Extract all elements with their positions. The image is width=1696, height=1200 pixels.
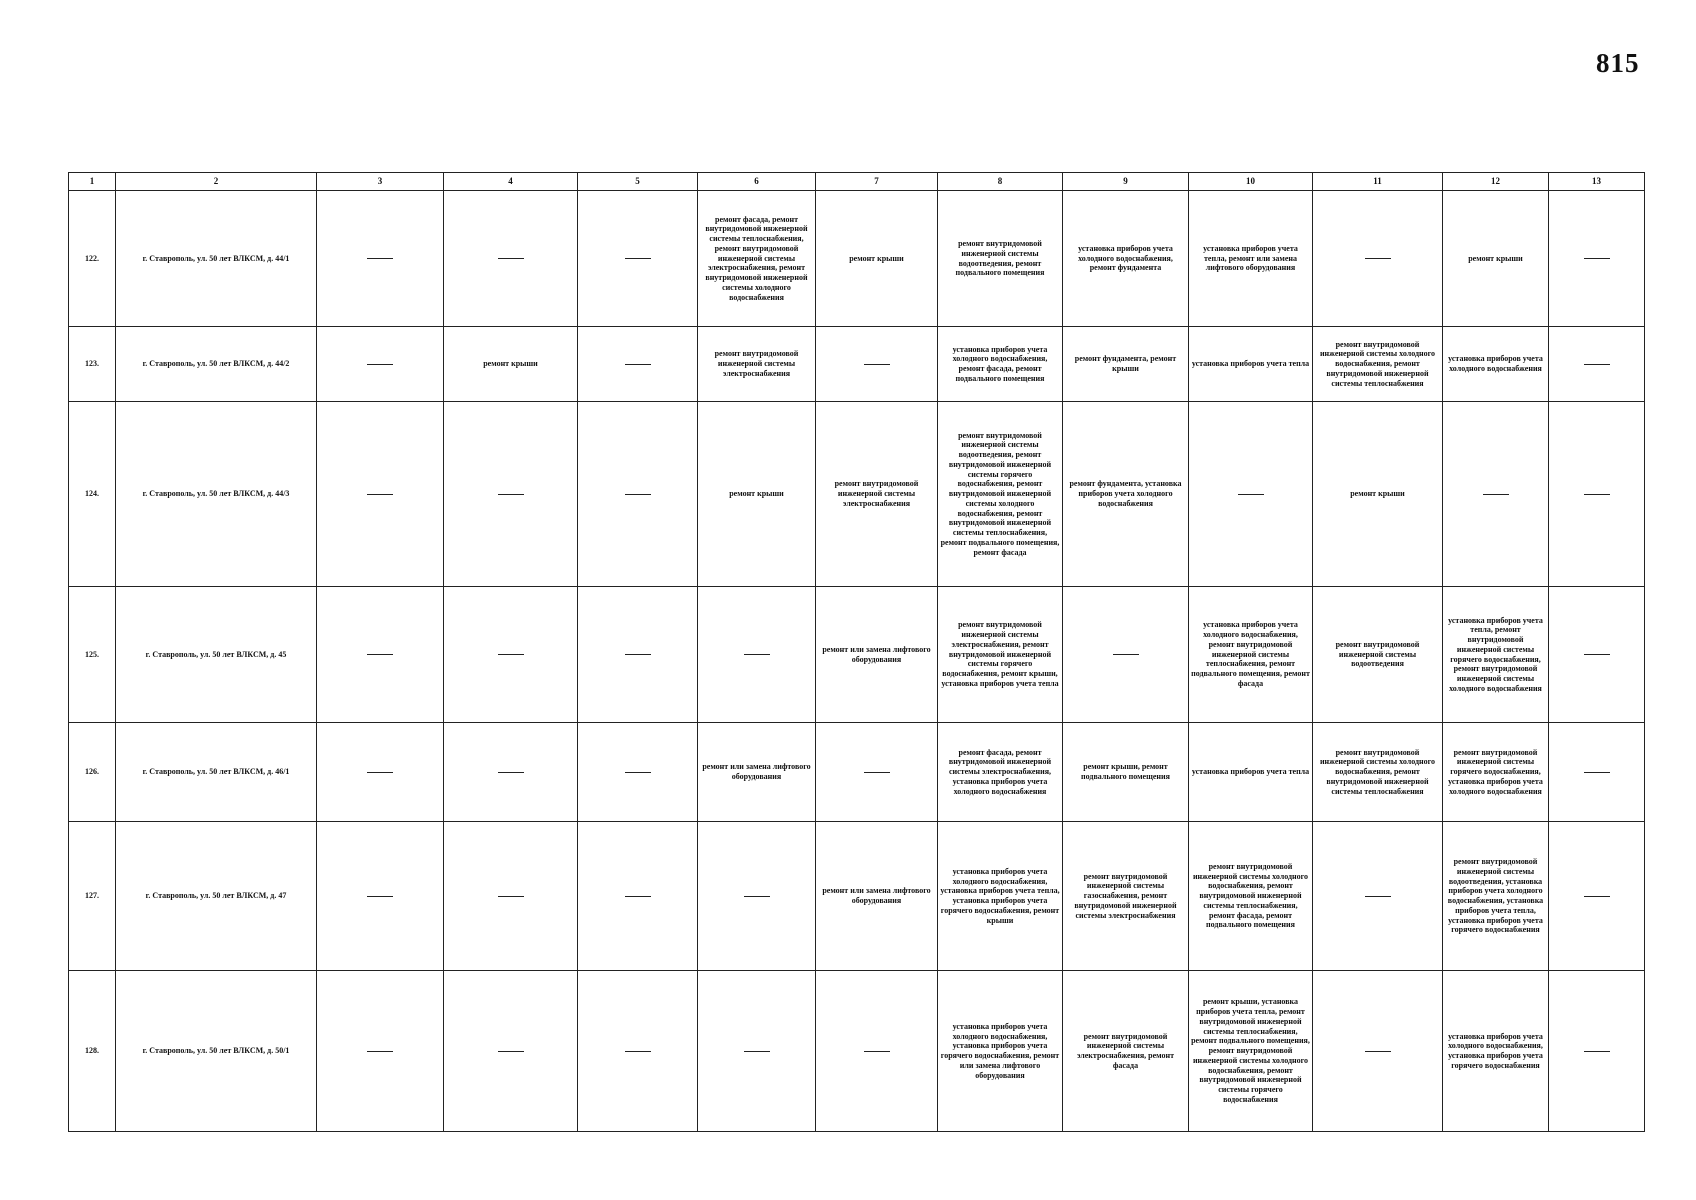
- empty-dash: [367, 364, 393, 365]
- table-cell: [816, 402, 938, 587]
- empty-dash: [625, 654, 651, 655]
- table-cell: [1189, 327, 1313, 402]
- table-cell: [444, 971, 578, 1132]
- table-cell: [317, 327, 444, 402]
- table-row: [69, 191, 1645, 327]
- column-header: 8: [938, 173, 1063, 191]
- table-cell: [816, 191, 938, 327]
- empty-dash: [367, 896, 393, 897]
- works-table: [68, 172, 1645, 1132]
- table-cell: [1189, 402, 1313, 587]
- table-cell: [1549, 327, 1645, 402]
- table-cell: [578, 971, 698, 1132]
- cell-text: ремонт фасада, ремонт внутридомовой инженерной системы электроснабжения, установка приборов учета холодного водоснабжения: [948, 747, 1052, 796]
- empty-dash: [625, 364, 651, 365]
- table-row: [69, 402, 1645, 587]
- table-header: [69, 173, 1645, 191]
- table-cell: [1549, 723, 1645, 822]
- table-cell: [1549, 402, 1645, 587]
- address-cell: [116, 402, 317, 587]
- cell-text: ремонт или замена лифтового оборудования: [822, 886, 931, 905]
- address-cell: [116, 191, 317, 327]
- table-cell: [317, 723, 444, 822]
- table-row: [69, 822, 1645, 971]
- empty-dash: [1584, 1051, 1610, 1052]
- empty-dash: [744, 896, 770, 897]
- empty-dash: [625, 896, 651, 897]
- table-cell: [1313, 822, 1443, 971]
- empty-dash: [1113, 654, 1139, 655]
- column-header: 4: [444, 173, 578, 191]
- table-cell: [578, 822, 698, 971]
- table-cell: [317, 822, 444, 971]
- table-row: [69, 971, 1645, 1132]
- table-cell: [698, 402, 816, 587]
- cell-text: установка приборов учета холодного водоснабжения, установка приборов учета горячего водоснабжения: [1448, 1031, 1543, 1070]
- cell-text: ремонт или замена лифтового оборудования: [702, 762, 811, 781]
- empty-dash: [744, 1051, 770, 1052]
- cell-text: ремонт внутридомовой инженерной системы водоотведения: [1335, 639, 1420, 669]
- table-cell: [1063, 822, 1189, 971]
- table-cell: [816, 327, 938, 402]
- empty-dash: [1584, 494, 1610, 495]
- column-header: 13: [1549, 173, 1645, 191]
- column-header: 5: [578, 173, 698, 191]
- empty-dash: [367, 494, 393, 495]
- empty-dash: [367, 258, 393, 259]
- table-cell: [1313, 327, 1443, 402]
- table-cell: [317, 402, 444, 587]
- cell-text: установка приборов учета холодного водоснабжения, установка приборов учета тепла, установка приборов учета горячего водоснабжения, ремонт крыши: [940, 866, 1060, 925]
- table-cell: [938, 402, 1063, 587]
- column-header: 11: [1313, 173, 1443, 191]
- column-header: 2: [116, 173, 317, 191]
- cell-text: 123.: [85, 359, 99, 369]
- table-cell: [1189, 191, 1313, 327]
- cell-text: ремонт крыши, ремонт подвального помещения: [1081, 762, 1170, 781]
- cell-text: г. Ставрополь, ул. 50 лет ВЛКСМ, д. 44/2: [142, 359, 290, 369]
- column-header: 3: [317, 173, 444, 191]
- empty-dash: [1365, 1051, 1391, 1052]
- cell-text: ремонт крыши: [849, 253, 904, 263]
- cell-text: г. Ставрополь, ул. 50 лет ВЛКСМ, д. 47: [145, 891, 287, 901]
- table-cell: [1189, 723, 1313, 822]
- empty-dash: [625, 1051, 651, 1052]
- header-row: [69, 173, 1645, 191]
- cell-text: 128.: [85, 1046, 99, 1056]
- empty-dash: [498, 494, 524, 495]
- cell-text: ремонт внутридомовой инженерной системы холодного водоснабжения, ремонт внутридомовой инженерной системы теплоснабжения: [1319, 747, 1436, 796]
- table-cell: [444, 327, 578, 402]
- row-number: [69, 327, 116, 402]
- table-cell: [1443, 587, 1549, 723]
- cell-text: ремонт внутридомовой инженерной системы холодного водоснабжения, ремонт внутридомовой инженерной системы теплоснабжения: [1319, 339, 1436, 388]
- page-number: 815: [1596, 48, 1640, 78]
- cell-text: ремонт внутридомовой инженерной системы электроснабжения: [714, 349, 799, 378]
- empty-dash: [744, 654, 770, 655]
- address-cell: [116, 723, 317, 822]
- cell-text: ремонт внутридомовой инженерной системы электроснабжения: [834, 479, 919, 508]
- table-cell: [938, 723, 1063, 822]
- table-cell: [938, 822, 1063, 971]
- cell-text: ремонт крыши: [1350, 489, 1405, 499]
- row-number: [69, 587, 116, 723]
- table-cell: [1549, 822, 1645, 971]
- table-cell: [1313, 723, 1443, 822]
- empty-dash: [367, 772, 393, 773]
- cell-text: г. Ставрополь, ул. 50 лет ВЛКСМ, д. 45: [145, 649, 287, 659]
- cell-text: ремонт внутридомовой инженерной системы газоснабжения, ремонт внутридомовой инженерной системы электроснабжения: [1074, 871, 1177, 920]
- table-cell: [317, 587, 444, 723]
- empty-dash: [498, 258, 524, 259]
- cell-text: установка приборов учета холодного водоснабжения, ремонт внутридомовой инженерной системы теплоснабжения, ремонт подвального помещения, ремонт фасада: [1191, 620, 1310, 688]
- table-cell: [578, 723, 698, 822]
- cell-text: г. Ставрополь, ул. 50 лет ВЛКСМ, д. 44/1: [142, 253, 290, 263]
- cell-text: ремонт фундамента, установка приборов учета холодного водоснабжения: [1069, 479, 1182, 508]
- table-cell: [317, 191, 444, 327]
- address-cell: [116, 822, 317, 971]
- table-cell: [1313, 587, 1443, 723]
- table-cell: [1189, 971, 1313, 1132]
- table-cell: [444, 587, 578, 723]
- cell-text: ремонт внутридомовой инженерной системы электроснабжения, ремонт фасада: [1076, 1031, 1175, 1070]
- empty-dash: [1584, 364, 1610, 365]
- table-cell: [1443, 191, 1549, 327]
- address-cell: [116, 971, 317, 1132]
- table-cell: [1313, 191, 1443, 327]
- table-cell: [1063, 191, 1189, 327]
- table-cell: [1063, 327, 1189, 402]
- column-header: 6: [698, 173, 816, 191]
- address-cell: [116, 327, 317, 402]
- cell-text: ремонт внутридомовой инженерной системы электроснабжения, ремонт внутридомовой инженерной системы горячего водоснабжения, ремонт крыши, установка приборов учета тепла: [941, 620, 1059, 688]
- table-cell: [1063, 971, 1189, 1132]
- cell-text: ремонт внутридомовой инженерной системы холодного водоснабжения, ремонт внутридомовой инженерной системы теплоснабжения, ремонт фасада, ремонт подвального помещения: [1192, 861, 1309, 930]
- empty-dash: [498, 772, 524, 773]
- cell-text: ремонт внутридомовой инженерной системы водоотведения, ремонт внутридомовой инженерной системы горячего водоснабжения, ремонт внутридомовой инженерной системы холодного водоснабжения, ремонт внутридомовой инженерной системы теплоснабжения, ремонт подвального помещения, ремонт фасада: [940, 430, 1060, 557]
- table-row: [69, 327, 1645, 402]
- cell-text: 127.: [85, 891, 99, 901]
- cell-text: ремонт крыши: [729, 489, 784, 499]
- table-cell: [1549, 587, 1645, 723]
- cell-text: ремонт внутридомовой инженерной системы горячего водоснабжения, установка приборов учета холодного водоснабжения: [1448, 747, 1543, 796]
- row-number: [69, 971, 116, 1132]
- empty-dash: [625, 772, 651, 773]
- address-cell: [116, 587, 317, 723]
- cell-text: установка приборов учета холодного водоснабжения, ремонт фасада, ремонт подвального помещения: [952, 344, 1048, 383]
- table-cell: [578, 402, 698, 587]
- table-cell: [317, 971, 444, 1132]
- cell-text: ремонт крыши, установка приборов учета тепла, ремонт внутридомовой инженерной системы теплоснабжения, ремонт подвального помещения, ремонт внутридомовой инженерной системы холодного водоснабжения, ремонт внутридомовой инженерной системы горячего водоснабжения: [1191, 997, 1310, 1104]
- cell-text: ремонт внутридомовой инженерной системы водоотведения, установка приборов учета холодного водоснабжения, установка приборов учета тепла, установка приборов учета горячего водоснабжения: [1447, 857, 1544, 935]
- table-cell: [698, 327, 816, 402]
- table-cell: [444, 723, 578, 822]
- table-cell: [1443, 723, 1549, 822]
- table-cell: [816, 723, 938, 822]
- cell-text: г. Ставрополь, ул. 50 лет ВЛКСМ, д. 46/1: [142, 767, 290, 777]
- column-header: 12: [1443, 173, 1549, 191]
- column-header: 9: [1063, 173, 1189, 191]
- empty-dash: [625, 258, 651, 259]
- cell-text: установка приборов учета холодного водоснабжения, установка приборов учета горячего водоснабжения, ремонт или замена лифтового оборудования: [940, 1021, 1060, 1080]
- cell-text: ремонт фасада, ремонт внутридомовой инженерной системы теплоснабжения, ремонт внутридомовой инженерной системы электроснабжения, ремонт внутридомовой инженерной системы холодного водоснабжения: [705, 214, 808, 302]
- table-cell: [1063, 587, 1189, 723]
- table-cell: [1549, 191, 1645, 327]
- empty-dash: [1584, 654, 1610, 655]
- empty-dash: [1584, 772, 1610, 773]
- table-cell: [578, 191, 698, 327]
- empty-dash: [367, 654, 393, 655]
- cell-text: г. Ставрополь, ул. 50 лет ВЛКСМ, д. 44/3: [142, 489, 290, 499]
- table-row: [69, 723, 1645, 822]
- column-header: 1: [69, 173, 116, 191]
- table-body: [69, 191, 1645, 1132]
- empty-dash: [367, 1051, 393, 1052]
- table-cell: [578, 327, 698, 402]
- cell-text: 126.: [85, 767, 99, 777]
- cell-text: установка приборов учета холодного водоснабжения: [1448, 354, 1543, 373]
- table-cell: [1443, 402, 1549, 587]
- table-cell: [1443, 327, 1549, 402]
- row-number: [69, 402, 116, 587]
- table-cell: [938, 971, 1063, 1132]
- cell-text: ремонт или замена лифтового оборудования: [822, 644, 931, 664]
- table-cell: [1189, 822, 1313, 971]
- table-row: [69, 587, 1645, 723]
- table-cell: [1063, 723, 1189, 822]
- table-cell: [578, 587, 698, 723]
- table-cell: [444, 822, 578, 971]
- cell-text: 124.: [85, 489, 99, 499]
- empty-dash: [498, 654, 524, 655]
- table-cell: [698, 191, 816, 327]
- table-cell: [1189, 587, 1313, 723]
- table-cell: [698, 723, 816, 822]
- empty-dash: [1483, 494, 1509, 495]
- table-cell: [1313, 402, 1443, 587]
- row-number: [69, 191, 116, 327]
- empty-dash: [864, 1051, 890, 1052]
- table-cell: [816, 587, 938, 723]
- cell-text: 122.: [85, 253, 99, 263]
- cell-text: 125.: [85, 649, 99, 659]
- cell-text: установка приборов учета тепла, ремонт или замена лифтового оборудования: [1203, 243, 1298, 273]
- table-cell: [938, 327, 1063, 402]
- cell-text: г. Ставрополь, ул. 50 лет ВЛКСМ, д. 50/1: [142, 1046, 290, 1056]
- cell-text: ремонт фундамента, ремонт крыши: [1074, 354, 1177, 373]
- empty-dash: [864, 364, 890, 365]
- cell-text: ремонт внутридомовой инженерной системы водоотведения, ремонт подвального помещения: [955, 239, 1045, 278]
- table-cell: [444, 191, 578, 327]
- row-number: [69, 723, 116, 822]
- column-header: 7: [816, 173, 938, 191]
- table-cell: [698, 971, 816, 1132]
- empty-dash: [1365, 258, 1391, 259]
- table-cell: [698, 822, 816, 971]
- table-cell: [816, 971, 938, 1132]
- cell-text: ремонт крыши: [1468, 253, 1523, 263]
- table-cell: [938, 191, 1063, 327]
- table-cell: [1313, 971, 1443, 1132]
- empty-dash: [498, 896, 524, 897]
- empty-dash: [1238, 494, 1264, 495]
- table-cell: [938, 587, 1063, 723]
- table-cell: [698, 587, 816, 723]
- table-cell: [1549, 971, 1645, 1132]
- empty-dash: [1584, 258, 1610, 259]
- column-header: 10: [1189, 173, 1313, 191]
- cell-text: установка приборов учета тепла: [1191, 359, 1310, 369]
- table-cell: [1063, 402, 1189, 587]
- table-cell: [444, 402, 578, 587]
- table-cell: [1443, 822, 1549, 971]
- empty-dash: [1365, 896, 1391, 897]
- empty-dash: [864, 772, 890, 773]
- cell-text: установка приборов учета холодного водоснабжения, ремонт фундамента: [1078, 243, 1173, 273]
- empty-dash: [625, 494, 651, 495]
- cell-text: установка приборов учета тепла, ремонт внутридомовой инженерной системы горячего водоснабжения, ремонт внутридомовой инженерной системы холодного водоснабжения: [1448, 615, 1543, 693]
- table-cell: [816, 822, 938, 971]
- empty-dash: [1584, 896, 1610, 897]
- empty-dash: [498, 1051, 524, 1052]
- table-cell: [1443, 971, 1549, 1132]
- row-number: [69, 822, 116, 971]
- cell-text: ремонт крыши: [483, 359, 538, 369]
- cell-text: установка приборов учета тепла: [1191, 767, 1310, 777]
